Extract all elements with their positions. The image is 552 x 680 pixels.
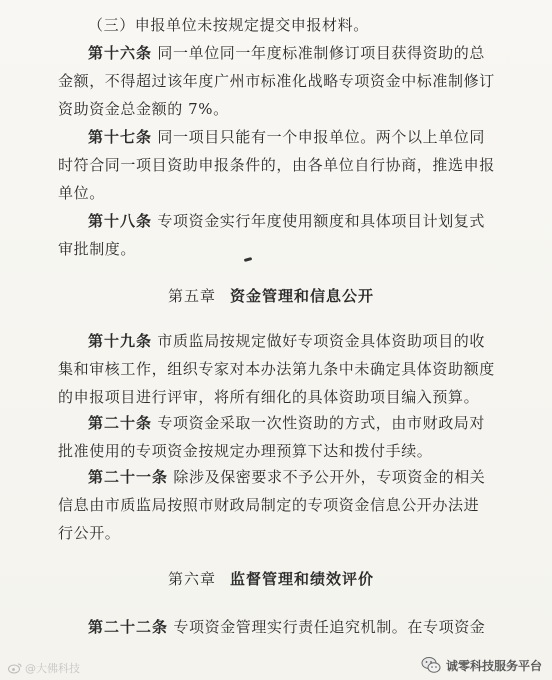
article-label: 第二十二条 — [88, 618, 169, 636]
weibo-icon — [8, 662, 22, 674]
wechat-icon — [421, 656, 441, 674]
text-line: 集和审核工作，组织专家对本办法第九条中未确定具体资助额度 — [58, 360, 495, 378]
article-20: 第二十条 专项资金采取一次性资助的方式，由市财政局对 — [88, 414, 485, 432]
text-line: 时符合同一项目资助申报条件的，由各单位自行协商，推选申报 — [58, 156, 495, 174]
article-label: 第十七条 — [88, 128, 153, 146]
text-line: 金额，不得超过该年度广州市标准化战略专项资金中标准制修订 — [58, 72, 495, 90]
chapter-6-heading: 第六章 监督管理和绩效评价 — [168, 570, 375, 588]
wechat-watermark: 诚零科技服务平台 — [421, 656, 542, 674]
article-17: 第十七条 同一项目只能有一个申报单位。两个以上单位同 — [88, 128, 485, 146]
article-label: 第二十一条 — [88, 468, 169, 486]
text-line: 行公开。 — [58, 524, 121, 542]
article-16: 第十六条 同一单位同一年度标准制修订项目获得资助的总 — [88, 44, 485, 62]
article-21: 第二十一条 除涉及保密要求不予公开外，专项资金的相关 — [88, 468, 486, 486]
weibo-watermark: @大佛科技 — [8, 660, 80, 676]
article-19: 第十九条 市质监局按规定做好专项资金具体资助项目的收 — [88, 332, 485, 350]
text-line: 批准使用的专项资金按规定办理预算下达和拨付手续。 — [58, 442, 433, 460]
article-label: 第十九条 — [88, 332, 153, 350]
article-18: 第十八条 专项资金实行年度使用额度和具体项目计划复式 — [88, 212, 485, 230]
article-22: 第二十二条 专项资金管理实行责任追究机制。在专项资金 — [88, 618, 486, 636]
text-line: 信息由市质监局按照市财政局制定的专项资金信息公开办法进 — [58, 496, 480, 514]
text-line: （三）申报单位未按规定提交申报材料。 — [88, 16, 369, 34]
text-line: 资助资金总金额的 7%。 — [58, 100, 229, 118]
text-line: 的申报项目进行评审，将所有细化的具体资助项目编入预算。 — [58, 388, 480, 406]
text-line: 审批制度。 — [58, 240, 137, 258]
article-label: 第十八条 — [88, 212, 153, 230]
ink-mark — [244, 257, 253, 262]
article-label: 第二十条 — [88, 414, 153, 432]
chapter-5-heading: 第五章 资金管理和信息公开 — [168, 287, 375, 305]
text-line: 单位。 — [58, 184, 105, 202]
article-label: 第十六条 — [88, 44, 153, 62]
